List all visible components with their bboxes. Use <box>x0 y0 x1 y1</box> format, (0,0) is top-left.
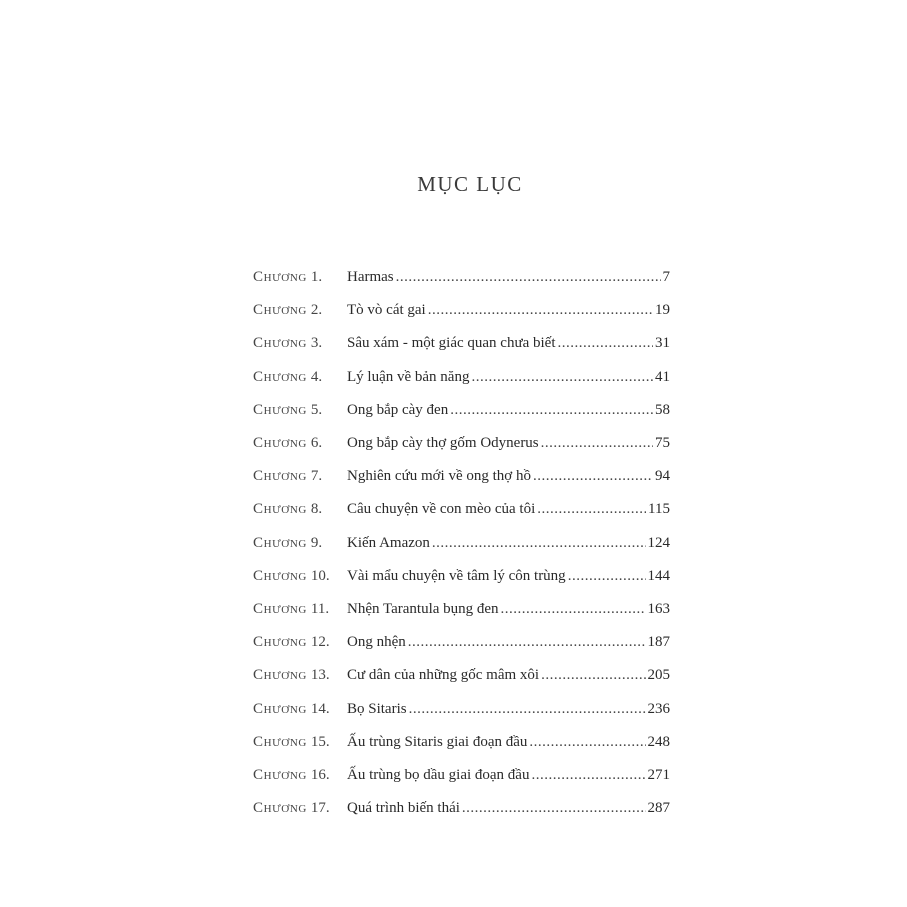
dot-leader <box>462 801 646 816</box>
chapter-label <box>253 436 347 451</box>
chapter-title: Kiến Amazon <box>347 534 430 551</box>
toc-entry <box>253 593 670 626</box>
chapter-title: Ong bắp cày thợ gốm Odynerus <box>347 435 539 452</box>
chapter-title: Cư dân của những gốc mâm xôi <box>347 667 540 684</box>
chapter-title: Tò vò cát gai <box>347 302 426 319</box>
chapter-title: Câu chuyện về con mèo của tôi <box>347 501 536 518</box>
chapter-label <box>253 502 347 517</box>
page-number: 236 <box>647 700 670 717</box>
toc-entry <box>253 626 670 659</box>
chapter-label <box>253 303 347 318</box>
chapter-number: 1. <box>310 269 323 286</box>
dot-leader <box>568 569 646 584</box>
chapter-number: 16. <box>310 766 330 783</box>
page-number: 41 <box>655 368 670 385</box>
chapter-label <box>253 801 347 816</box>
page-number: 163 <box>647 600 670 617</box>
chapter-number: 8. <box>310 501 323 518</box>
page-number: 115 <box>648 501 670 518</box>
chapter-label <box>253 403 347 418</box>
chapter-number: 5. <box>310 401 323 418</box>
chapter-title: Lý luận về bản năng <box>347 368 470 385</box>
chapter-word: Chương <box>253 634 307 651</box>
dot-leader <box>396 270 661 285</box>
chapter-title: Harmas <box>347 269 394 286</box>
page-number: 58 <box>655 401 670 418</box>
chapter-number: 10. <box>310 567 330 584</box>
chapter-number: 12. <box>310 634 330 651</box>
chapter-title: Nhện Tarantula bụng đen <box>347 600 499 617</box>
dot-leader <box>541 436 653 451</box>
chapter-number: 9. <box>310 534 323 551</box>
chapter-label <box>253 768 347 783</box>
toc-entry <box>253 726 670 759</box>
toc-entry <box>253 327 670 360</box>
page-number: 271 <box>647 766 670 783</box>
chapter-number: 11. <box>310 600 330 617</box>
chapter-label <box>253 469 347 484</box>
chapter-word: Chương <box>253 733 307 750</box>
chapter-label <box>253 569 347 584</box>
page-number: 124 <box>647 534 670 551</box>
chapter-title: Bọ Sitaris <box>347 700 407 717</box>
chapter-word: Chương <box>253 335 307 352</box>
chapter-number: 13. <box>310 667 330 684</box>
dot-leader <box>533 469 653 484</box>
chapter-number: 3. <box>310 335 323 352</box>
dot-leader <box>501 602 646 617</box>
toc-entry <box>253 759 670 792</box>
page-number: 205 <box>647 667 670 684</box>
page-title: MỤC LỤC <box>417 172 523 196</box>
chapter-word: Chương <box>253 435 307 452</box>
chapter-word: Chương <box>253 501 307 518</box>
chapter-word: Chương <box>253 368 307 385</box>
toc-entry <box>253 692 670 725</box>
dot-leader <box>557 336 653 351</box>
dot-leader <box>450 403 653 418</box>
toc-entry <box>253 261 670 294</box>
chapter-number: 14. <box>310 700 330 717</box>
chapter-title: Ong bắp cày đen <box>347 401 449 418</box>
chapter-label <box>253 702 347 717</box>
toc-entry <box>253 460 670 493</box>
chapter-title: Sâu xám - một giác quan chưa biết <box>347 335 556 352</box>
chapter-word: Chương <box>253 534 307 551</box>
chapter-word: Chương <box>253 302 307 319</box>
chapter-label <box>253 668 347 683</box>
chapter-word: Chương <box>253 766 307 783</box>
dot-leader <box>537 502 646 517</box>
chapter-word: Chương <box>253 700 307 717</box>
chapter-label <box>253 602 347 617</box>
toc-entry <box>253 527 670 560</box>
page-number: 248 <box>647 733 670 750</box>
chapter-number: 7. <box>310 468 323 485</box>
toc-entry <box>253 361 670 394</box>
chapter-word: Chương <box>253 600 307 617</box>
chapter-word: Chương <box>253 800 307 817</box>
toc-entry <box>253 394 670 427</box>
chapter-label <box>253 735 347 750</box>
page-number: 94 <box>655 468 670 485</box>
dot-leader <box>529 735 645 750</box>
chapter-word: Chương <box>253 468 307 485</box>
dot-leader <box>408 635 646 650</box>
dot-leader <box>471 370 653 385</box>
chapter-label <box>253 635 347 650</box>
chapter-number: 6. <box>310 435 323 452</box>
chapter-label <box>253 536 347 551</box>
chapter-title: Ong nhện <box>347 634 406 651</box>
page-number: 31 <box>655 335 670 352</box>
dot-leader <box>541 668 645 683</box>
chapter-label <box>253 370 347 385</box>
chapter-word: Chương <box>253 269 307 286</box>
table-of-contents <box>253 261 670 825</box>
chapter-title: Nghiên cứu mới về ong thợ hồ <box>347 468 531 485</box>
chapter-word: Chương <box>253 567 307 584</box>
page-number: 287 <box>647 800 670 817</box>
toc-entry <box>253 560 670 593</box>
chapter-title: Ấu trùng bọ dầu giai đoạn đầu <box>347 766 530 783</box>
dot-leader <box>432 536 646 551</box>
page-number: 187 <box>647 634 670 651</box>
chapter-number: 4. <box>310 368 323 385</box>
chapter-label <box>253 336 347 351</box>
toc-entry <box>253 493 670 526</box>
page-number: 7 <box>662 269 670 286</box>
toc-entry <box>253 294 670 327</box>
chapter-title: Quá trình biến thái <box>347 800 460 817</box>
chapter-title: Ấu trùng Sitaris giai đoạn đầu <box>347 733 528 750</box>
page-number: 75 <box>655 435 670 452</box>
chapter-number: 17. <box>310 800 330 817</box>
chapter-number: 15. <box>310 733 330 750</box>
chapter-title: Vài mẩu chuyện về tâm lý côn trùng <box>347 567 566 584</box>
chapter-label <box>253 270 347 285</box>
dot-leader <box>428 303 653 318</box>
dot-leader <box>409 702 646 717</box>
page-number: 19 <box>655 302 670 319</box>
chapter-word: Chương <box>253 667 307 684</box>
page-number: 144 <box>647 567 670 584</box>
toc-entry <box>253 427 670 460</box>
toc-entry <box>253 659 670 692</box>
toc-entry <box>253 792 670 825</box>
dot-leader <box>531 768 645 783</box>
chapter-word: Chương <box>253 401 307 418</box>
chapter-number: 2. <box>310 302 323 319</box>
